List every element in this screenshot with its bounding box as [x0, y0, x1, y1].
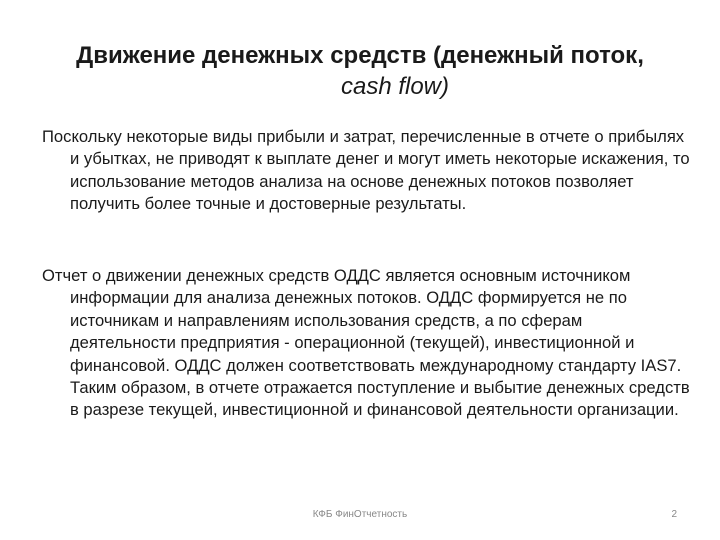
slide-title	[40, 40, 680, 102]
slide-title-line1: Движение денежных средств (денежный поток,	[76, 42, 644, 69]
slide-title-line2: cash flow)	[340, 73, 450, 100]
footer-text: КФБ ФинОтчетность	[312, 509, 408, 520]
paragraph-cash-flow-intro: Поскольку некоторые виды прибыли и затрат, перечисленные в отчете о прибылях и убытках, не приводят к выплате денег и могут иметь некоторые искажения, то использование методов анализа на основе денежных потоков позволяет получить более точные и достоверные результаты.	[42, 127, 690, 214]
paragraph-cash-flow-statement: Отчет о движении денежных средств ОДДС является основным источником информации для анализа денежных потоков. ОДДС формируется не по источникам и направлениям использования средств, а по сферам деятельности предприятия - операционной (текущей), инвестиционной и финансовой. ОДДС должен соответствовать международному стандарту IAS7. Таким образом, в отчете отражается поступление и выбытие денежных средств в разрезе текущей, инвестиционной и финансовой деятельности организации.	[42, 266, 690, 420]
page-number: 2	[671, 509, 677, 520]
